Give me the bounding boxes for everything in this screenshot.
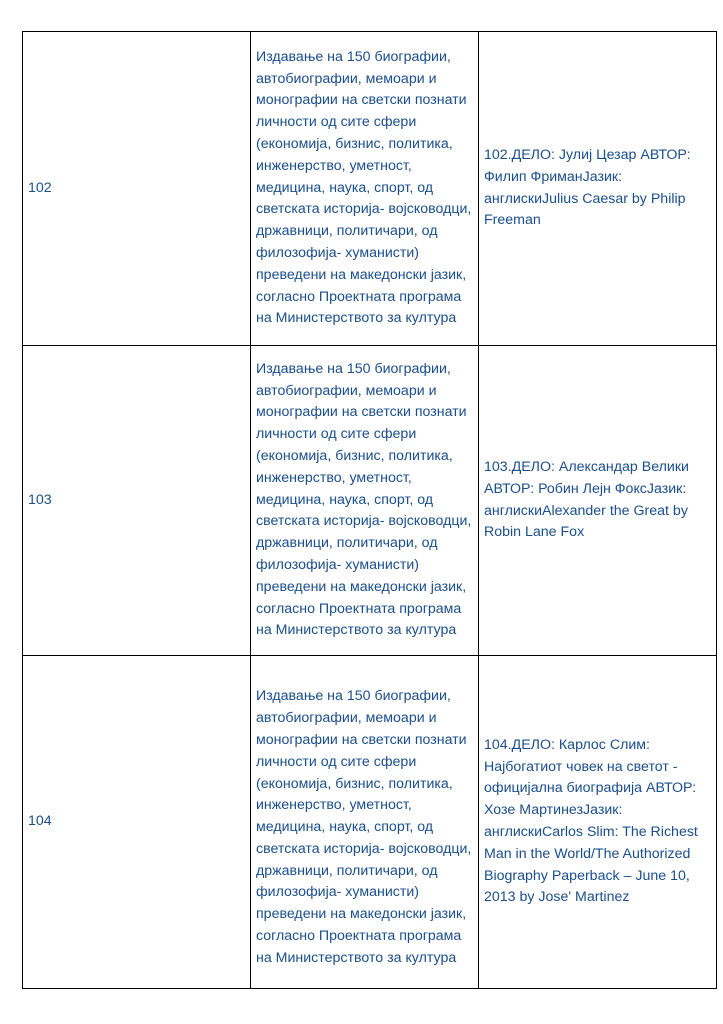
row-number: 102	[28, 179, 52, 196]
work-cell	[479, 656, 717, 989]
description-text: Издавање на 150 биографии, автобиографии, мемоари и монографии на светски познати личности од сите сфери (економија, бизнис, политика, инженерство, уметност, медицина, наука, спорт, од светската историја- војсководци, државници, политичари, од филозофија- хуманисти) преведени на македонски јазик, согласно Проектната програма на Министерството за култура	[256, 360, 472, 639]
work-cell	[479, 32, 717, 346]
table-row	[23, 32, 717, 346]
work-text: 102.ДЕЛО: Јулиј Цезар АВТОР: Филип ФриманЈазик: англискиJulius Caesar by Philip Freeman	[484, 146, 691, 229]
description-text: Издавање на 150 биографии, автобиографии, мемоари и монографии на светски познати личности од сите сфери (економија, бизнис, политика, инженерство, уметност, медицина, наука, спорт, од светската историја- војсководци, државници, политичари, од филозофија- хуманисти) преведени на македонски јазик, согласно Проектната програма на Министерството за култура	[256, 688, 472, 966]
work-text: 104.ДЕЛО: Карлос Слим: Најбогатиот човек на светот - официјална биографија АВТОР: Хозе МартинезЈазик: англискиCarlos Slim: The Richest Man in the World/The Authorized Biography Paperback – June 10, 2013 by Jose' Martinez	[484, 736, 698, 906]
row-number-cell	[23, 346, 251, 656]
description-cell	[251, 32, 479, 346]
description-cell	[251, 346, 479, 656]
table-row	[23, 656, 717, 989]
document-table	[22, 31, 717, 989]
work-text: 103.ДЕЛО: Александар Велики АВТОР: Робин Лејн ФоксЈазик: англискиAlexander the Great by Robin Lane Fox	[484, 458, 689, 541]
table-row	[23, 346, 717, 656]
description-text: Издавање на 150 биографии, автобиографии, мемоари и монографии на светски познати личности од сите сфери (економија, бизнис, политика, инженерство, уметност, медицина, наука, спорт, од светската историја- војсководци, државници, политичари, од филозофија- хуманисти) преведени на македонски јазик, согласно Проектната програма на Министерството за култура	[256, 48, 472, 327]
row-number-cell	[23, 656, 251, 989]
row-number: 104	[28, 813, 52, 830]
row-number: 103	[28, 491, 52, 508]
work-cell	[479, 346, 717, 656]
row-number-cell	[23, 32, 251, 346]
description-cell	[251, 656, 479, 989]
